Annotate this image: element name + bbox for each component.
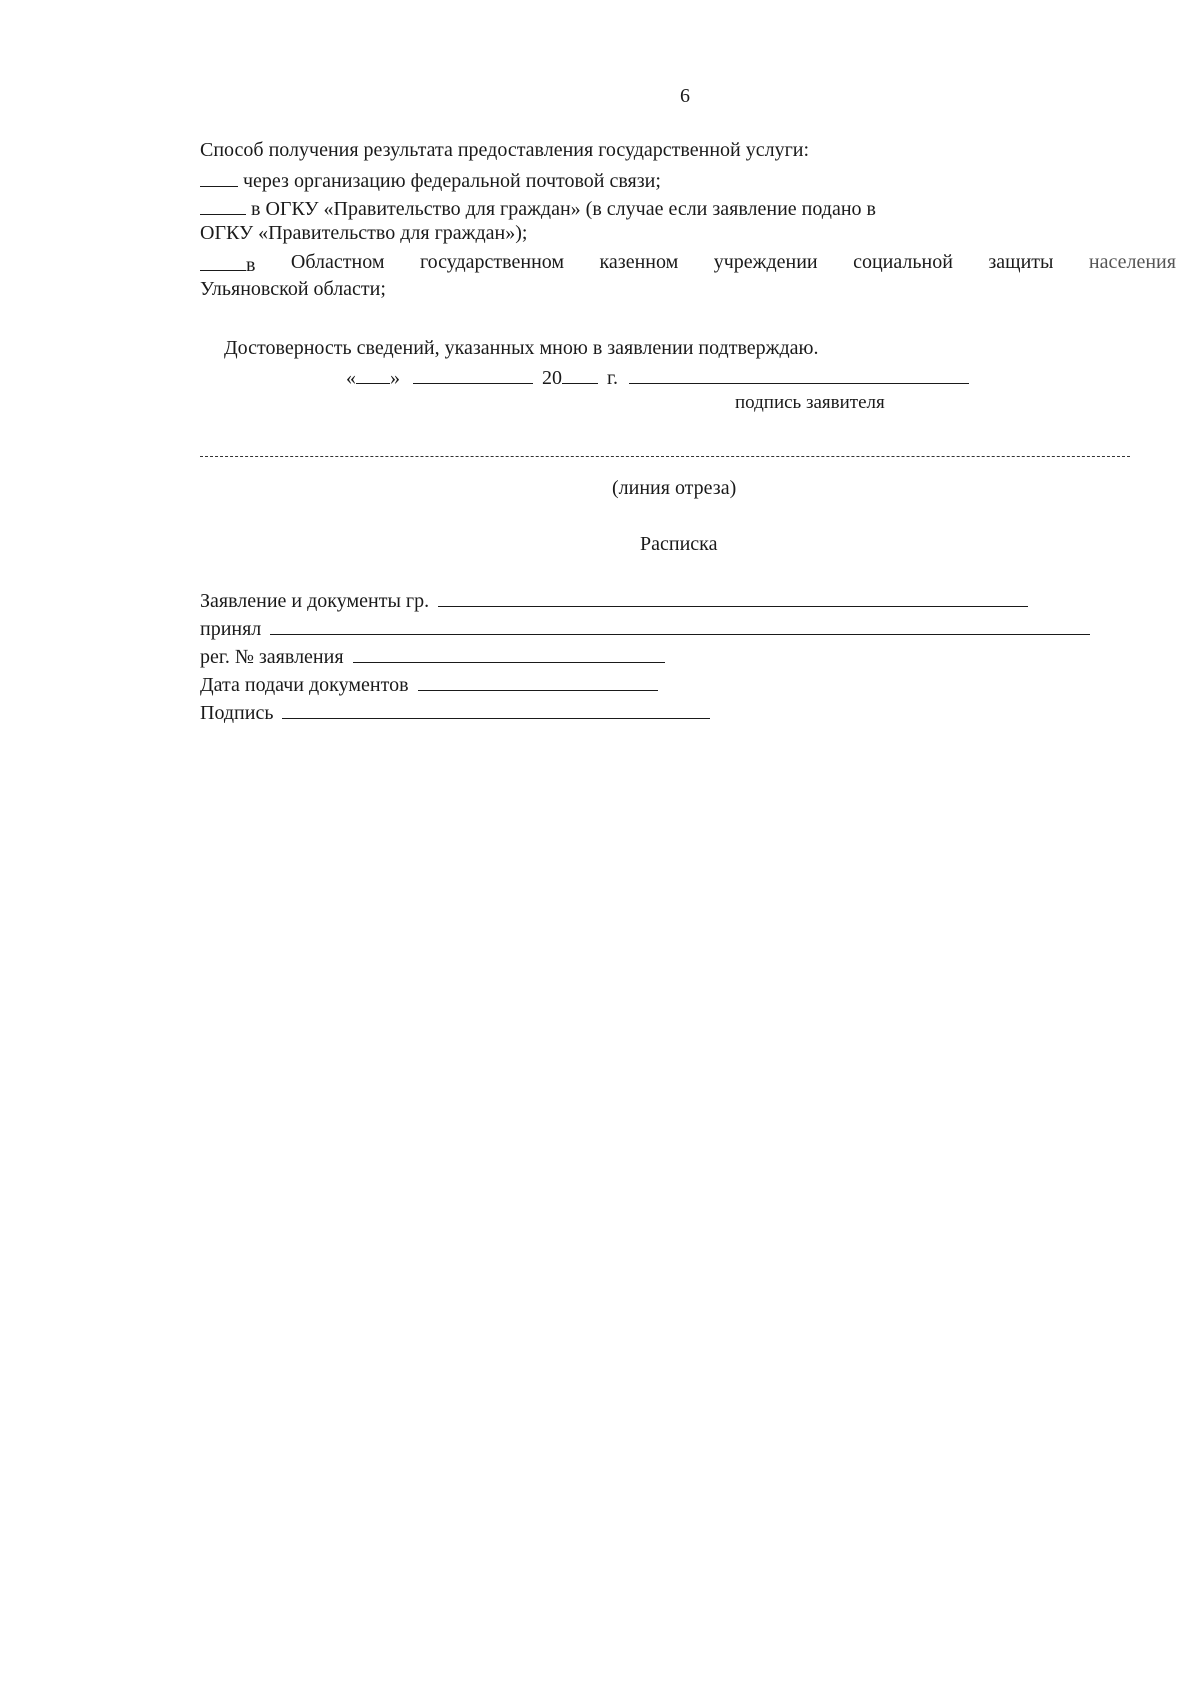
date-day-field[interactable] [356, 365, 390, 384]
receipt-signature-field[interactable] [282, 700, 710, 719]
reg-no-label: рег. № заявления [200, 646, 344, 668]
option-post-checkbox-blank[interactable] [200, 168, 238, 187]
receipt-option-government-cont: ОГКУ «Правительство для граждан»); [200, 222, 528, 244]
option-social-word: казенном [599, 251, 679, 273]
receipt-option-government [200, 196, 876, 219]
option-social-word: населения [1088, 251, 1176, 273]
page-number: 6 [680, 85, 690, 107]
date-month-field[interactable] [413, 365, 533, 384]
receipt-reg-no-row [200, 644, 665, 667]
receipt-title: Расписка [640, 533, 718, 555]
receipt-option-post [200, 168, 661, 191]
accepted-by-field[interactable] [270, 616, 1090, 635]
option-social-word: защиты [988, 251, 1054, 273]
submission-date-field[interactable] [418, 672, 658, 691]
receipt-accepted-row [200, 616, 1090, 639]
citizen-name-field[interactable] [438, 588, 1028, 607]
option-social-word: государственном [419, 251, 565, 273]
receipt-method-heading: Способ получения результата предоставления государственной услуги: [200, 139, 810, 161]
receipt-date-row [200, 672, 658, 695]
option-social-first: в [200, 252, 255, 275]
option-government-checkbox-blank[interactable] [200, 196, 246, 215]
cut-line [200, 456, 1130, 457]
option-government-label: в ОГКУ «Правительство для граждан» (в случае если заявление подано в [251, 198, 876, 220]
applicant-signature-field[interactable] [629, 365, 969, 384]
receipt-option-social [200, 252, 1176, 275]
confirmation-text: Достоверность сведений, указанных мною в заявлении подтверждаю. [224, 337, 819, 359]
option-social-word: Областном [290, 251, 385, 273]
documents-label: Заявление и документы гр. [200, 590, 430, 612]
receipt-signature-label: Подпись [200, 702, 274, 724]
accepted-label: принял [200, 618, 262, 640]
option-post-label: через организацию федеральной почтовой связи; [243, 170, 661, 192]
option-social-checkbox-blank[interactable] [200, 252, 246, 271]
option-social-word: социальной [853, 251, 953, 273]
cut-line-label: (линия отреза) [612, 477, 737, 499]
signature-caption: подпись заявителя [735, 392, 885, 413]
receipt-documents-row [200, 588, 1028, 611]
reg-no-field[interactable] [353, 644, 665, 663]
option-social-word: учреждении [713, 251, 818, 273]
date-year-field[interactable] [562, 365, 598, 384]
submission-date-label: Дата подачи документов [200, 674, 409, 696]
receipt-signature-row [200, 700, 710, 723]
confirmation-date-line: « » 20 г. [346, 365, 969, 388]
receipt-option-social-cont: Ульяновской области; [200, 278, 386, 300]
